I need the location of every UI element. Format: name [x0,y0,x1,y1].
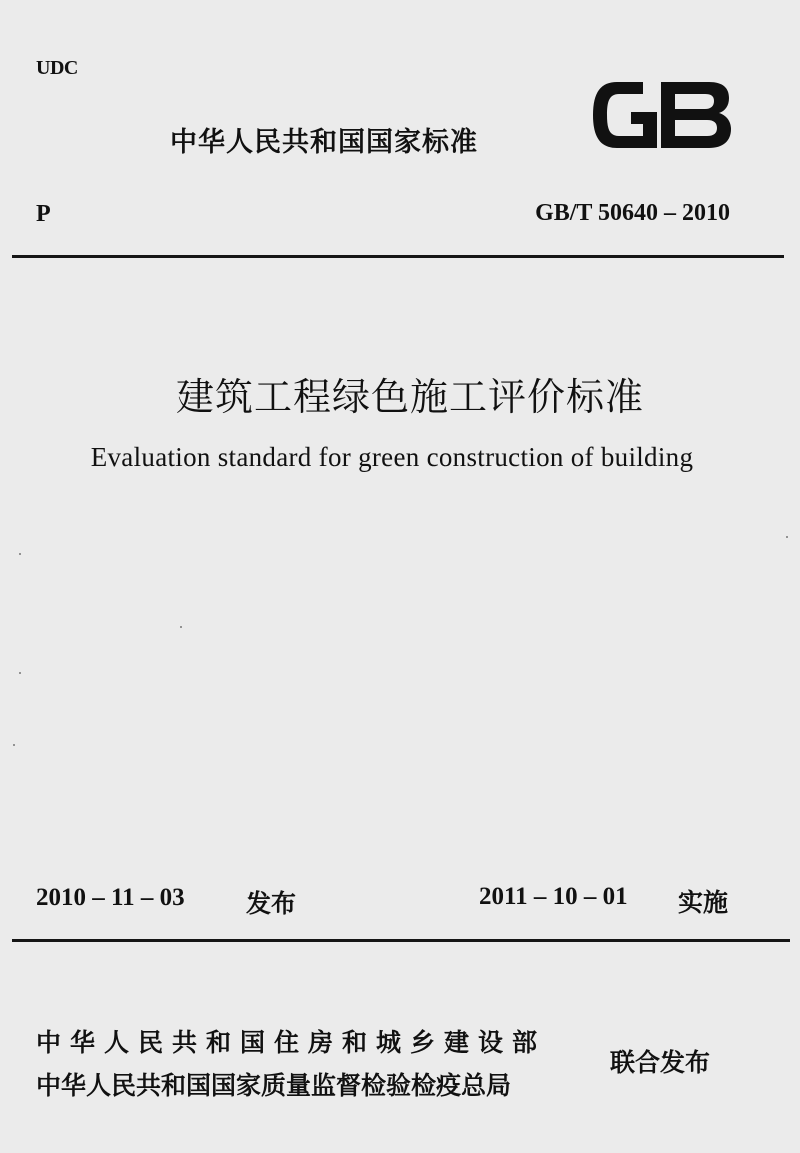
gb-logo [591,78,733,152]
scan-speck [180,626,182,628]
udc-label: UDC [36,57,78,79]
publisher-line-1: 中华人民共和国住房和城乡建设部 [36,1028,547,1057]
scan-speck [13,744,15,746]
national-standard-heading: 中华人民共和国国家标准 [170,127,478,158]
scan-speck [19,672,21,674]
bottom-divider [12,939,790,942]
top-divider [12,255,784,258]
publisher-line-2: 中华人民共和国国家质量监督检验检疫总局 [36,1071,512,1100]
classification-code: P [36,201,51,227]
scan-speck [19,553,21,555]
standard-number: GB/T 50640 – 2010 [535,200,730,226]
joint-issue-label: 联合发布 [610,1048,711,1077]
title-chinese: 建筑工程绿色施工评价标准 [175,375,644,419]
effective-date: 2011 – 10 – 01 [479,883,628,910]
scan-speck [786,536,788,538]
title-english: Evaluation standard for green construction of building [90,442,694,472]
issue-label: 发布 [246,889,297,918]
effective-label: 实施 [678,888,729,917]
issue-date: 2010 – 11 – 03 [36,884,185,911]
